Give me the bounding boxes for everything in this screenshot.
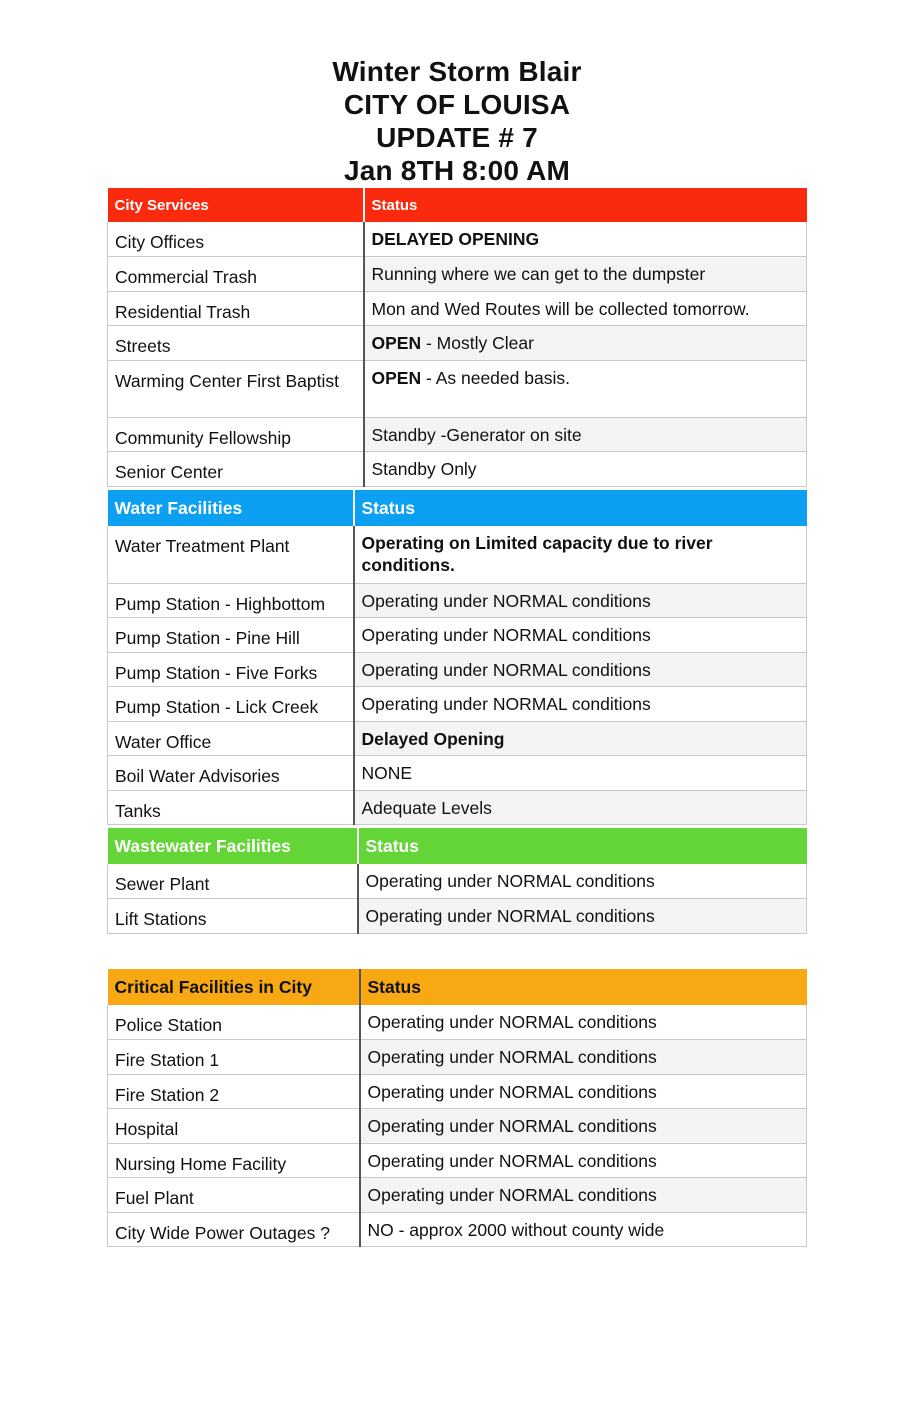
facility-name: Residential Trash (108, 291, 364, 326)
facility-name: Water Office (108, 721, 354, 756)
table-row (108, 721, 807, 756)
table-row (108, 618, 807, 653)
facility-name: Fire Station 2 (108, 1074, 360, 1109)
table-row (108, 790, 807, 825)
city-services-table (107, 188, 807, 487)
status-text: Operating under NORMAL conditions (365, 871, 655, 891)
wastewater-facilities-table (107, 828, 807, 934)
status-text: Operating under NORMAL conditions (361, 625, 651, 645)
status-text: Operating under NORMAL conditions (361, 694, 651, 714)
facility-status (360, 1212, 807, 1247)
facility-status (354, 756, 807, 791)
water-facilities-header: Water Facilities (108, 490, 354, 526)
facility-name: Senior Center (108, 452, 364, 487)
table-row (108, 1178, 807, 1213)
status-text: Operating under NORMAL conditions (361, 590, 651, 611)
status-emphasis: Delayed Opening (361, 728, 505, 749)
facility-status (360, 1005, 807, 1040)
facility-status (360, 1040, 807, 1075)
water-facilities-table (107, 490, 807, 825)
table-row (108, 222, 807, 257)
facility-status (360, 1109, 807, 1144)
facility-name: Pump Station - Five Forks (108, 652, 354, 687)
facility-status (360, 1143, 807, 1178)
facility-name: Sewer Plant (108, 864, 358, 899)
wastewater-facilities-header-row (108, 828, 807, 864)
facility-name: Pump Station - Highbottom (108, 583, 354, 618)
water-facilities-header-row (108, 490, 807, 526)
city-services-status-header: Status (371, 196, 418, 214)
title-city: CITY OF LOUISA (343, 89, 571, 120)
facility-name: Boil Water Advisories (108, 756, 354, 791)
status-text: Mon and Wed Routes will be collected tomorrow. (371, 298, 750, 319)
table-row (108, 1109, 807, 1144)
facility-status (360, 1178, 807, 1213)
table-row (108, 1074, 807, 1109)
facility-name: City Offices (108, 222, 364, 257)
facility-status (354, 721, 807, 756)
facility-name: Police Station (108, 1005, 360, 1040)
critical-facilities-table (107, 969, 807, 1247)
status-text: Operating under NORMAL conditions (367, 1150, 657, 1171)
table-row (108, 526, 807, 583)
status-emphasis: DELAYED OPENING (371, 229, 540, 249)
table-row (108, 899, 807, 934)
status-text: - Mostly Clear (421, 333, 534, 353)
facility-status (364, 257, 807, 292)
table-row (108, 864, 807, 899)
status-text: Operating under NORMAL conditions (365, 906, 655, 926)
table-row (108, 452, 807, 487)
table-row (108, 326, 807, 361)
facility-name: Pump Station - Lick Creek (108, 687, 354, 722)
status-text: Standby -Generator on site (371, 424, 582, 445)
wastewater-facilities-status-header: Status (365, 835, 419, 856)
facility-name: Hospital (108, 1109, 360, 1144)
critical-facilities-header-row (108, 969, 807, 1005)
table-row (108, 1143, 807, 1178)
water-facilities-status-header: Status (361, 497, 415, 518)
table-row (108, 360, 807, 417)
facility-name: City Wide Power Outages ? (108, 1212, 360, 1247)
facility-status (358, 899, 807, 934)
facility-name: Nursing Home Facility (108, 1143, 360, 1178)
status-text: Operating under NORMAL conditions (367, 1185, 657, 1205)
status-text: Operating under NORMAL conditions (367, 1012, 657, 1032)
table-row (108, 417, 807, 452)
table-row (108, 756, 807, 791)
status-text: Standby Only (371, 459, 477, 479)
facility-status (354, 687, 807, 722)
facility-status (364, 417, 807, 452)
facility-name: Pump Station - Pine Hill (108, 618, 354, 653)
status-text: - As needed basis. (421, 367, 570, 388)
status-text: NONE (361, 763, 413, 783)
facility-status (364, 360, 807, 417)
table-row (108, 583, 807, 618)
facility-status (364, 452, 807, 487)
facility-name: Fuel Plant (108, 1178, 360, 1213)
facility-status (354, 790, 807, 825)
title-date-time: Jan 8TH 8:00 AM (343, 155, 571, 186)
status-text: Operating under NORMAL conditions (361, 659, 651, 680)
facility-name: Tanks (108, 790, 354, 825)
facility-name: Water Treatment Plant (108, 526, 354, 583)
table-row (108, 687, 807, 722)
critical-facilities-header: Critical Facilities in City (108, 969, 360, 1005)
status-text: Operating under NORMAL conditions (367, 1116, 657, 1136)
status-text: Adequate Levels (361, 797, 492, 818)
facility-status (360, 1074, 807, 1109)
facility-name: Community Fellowship (108, 417, 364, 452)
status-emphasis: OPEN (371, 367, 422, 388)
status-emphasis: Operating on Limited capacity due to river conditions. (361, 533, 713, 575)
page-title (0, 55, 914, 187)
city-services-header-row (108, 188, 807, 222)
table-row (108, 257, 807, 292)
facility-status (354, 583, 807, 618)
table-row (108, 1040, 807, 1075)
status-text: Operating under NORMAL conditions (367, 1047, 657, 1067)
facility-status (354, 618, 807, 653)
wastewater-facilities-header: Wastewater Facilities (108, 828, 358, 864)
title-update-number: UPDATE # 7 (376, 122, 538, 153)
title-storm-name: Winter Storm Blair (332, 56, 582, 87)
table-row (108, 652, 807, 687)
facility-status (354, 526, 807, 583)
facility-name: Warming Center First Baptist (108, 360, 364, 417)
facility-name: Commercial Trash (108, 257, 364, 292)
critical-facilities-status-header: Status (367, 976, 421, 997)
facility-status (354, 652, 807, 687)
facility-name: Fire Station 1 (108, 1040, 360, 1075)
facility-name: Streets (108, 326, 364, 361)
table-row (108, 291, 807, 326)
table-row (108, 1005, 807, 1040)
facility-status (364, 291, 807, 326)
status-text: Operating under NORMAL conditions (367, 1081, 657, 1102)
status-text: Running where we can get to the dumpster (371, 264, 706, 284)
facility-status (364, 326, 807, 361)
city-services-header: City Services (108, 188, 364, 222)
status-text: NO - approx 2000 without county wide (367, 1219, 665, 1240)
facility-status (364, 222, 807, 257)
status-emphasis: OPEN (371, 333, 422, 353)
facility-status (358, 864, 807, 899)
facility-name: Lift Stations (108, 899, 358, 934)
table-row (108, 1212, 807, 1247)
